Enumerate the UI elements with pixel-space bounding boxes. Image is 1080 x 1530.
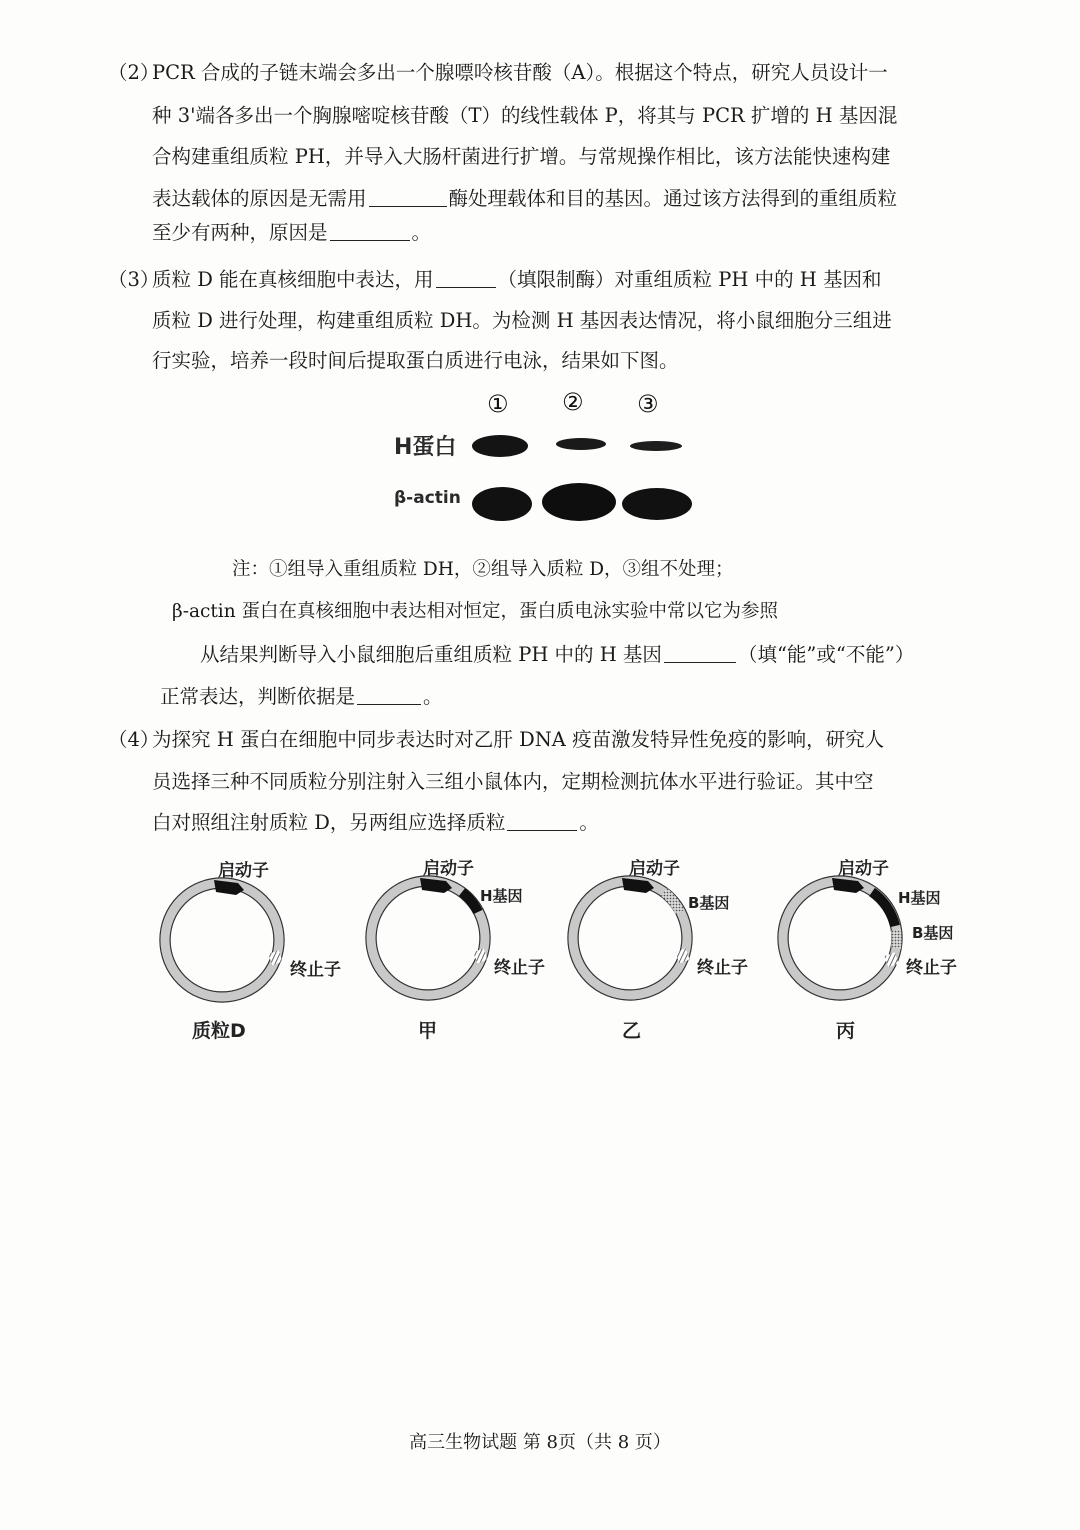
- plasmid-bing-terminator-label: 终止子: [906, 958, 957, 978]
- q2-blank-enzyme[interactable]: [369, 184, 447, 207]
- lane-3-label: ③: [637, 390, 659, 418]
- plasmid-yi-b-gene-label: B基因: [688, 894, 730, 912]
- beta-actin-label: β-actin: [394, 488, 461, 508]
- band-h-lane-3: [630, 441, 682, 451]
- plasmid-bing-h-gene-label: H基因: [898, 889, 941, 907]
- band-h-lane-2: [556, 438, 606, 450]
- band-h-lane-1: [472, 435, 528, 457]
- plasmid-bing-name: 丙: [836, 1020, 856, 1042]
- plasmid-yi-b-gene: [664, 892, 680, 912]
- plasmid-jia-name: 甲: [418, 1020, 438, 1042]
- plasmid-yi-promoter-label: 启动子: [629, 859, 680, 879]
- q2-line-4: [152, 184, 897, 214]
- plasmid-jia-diagram: [366, 876, 490, 1000]
- q2-line-5-text-b: 。: [411, 221, 432, 244]
- q3-blank-can-express[interactable]: [664, 640, 736, 663]
- h-protein-label: H蛋白: [394, 435, 457, 460]
- q3-line-1: [152, 265, 881, 295]
- q2-line-3: 合构建重组质粒 PH，并导入大肠杆菌进行扩增。与常规操作相比，该方法能快速构建: [152, 145, 891, 168]
- plasmid-d-terminator-label: 终止子: [290, 960, 341, 980]
- gel-note-1: 注：①组导入重组质粒 DH，②组导入质粒 D，③组不处理；: [232, 559, 734, 580]
- q3-line-3: 行实验，培养一段时间后提取蛋白质进行电泳，结果如下图。: [152, 349, 679, 372]
- q4-line-3: [152, 808, 599, 838]
- q3-line-4-text-a: 从结果判断导入小鼠细胞后重组质粒 PH 中的 H 基因: [200, 643, 662, 666]
- plasmid-d-promoter-label: 启动子: [218, 861, 269, 881]
- q3-blank-enzyme[interactable]: [436, 265, 496, 288]
- q2-number: （2）: [108, 61, 160, 84]
- q4-blank-plasmids[interactable]: [507, 808, 577, 831]
- q3-line-4-text-b: （填“能”或“不能”）: [737, 643, 915, 666]
- q3-blank-basis[interactable]: [357, 682, 421, 705]
- q3-line-2: 质粒 D 进行处理，构建重组质粒 DH。为检测 H 基因表达情况，将小鼠细胞分三组进: [152, 309, 892, 332]
- band-actin-lane-1: [472, 487, 532, 521]
- q3-number: （3）: [108, 268, 160, 291]
- plasmid-d-diagram: [160, 878, 284, 1002]
- q4-line-3-text-a: 白对照组注射质粒 D，另两组应选择质粒: [152, 811, 506, 834]
- q4-line-1: 为探究 H 蛋白在细胞中同步表达时对乙肝 DNA 疫苗激发特异性免疫的影响，研究人: [152, 728, 885, 751]
- plasmid-yi-diagram: [568, 876, 692, 1000]
- plasmid-bing-b-gene-label: B基因: [912, 924, 954, 942]
- plasmid-yi-name: 乙: [622, 1020, 642, 1042]
- q3-line-5: [160, 682, 443, 712]
- q2-line-5-text-a: 至少有两种，原因是: [152, 221, 328, 244]
- plasmid-yi-terminator-label: 终止子: [697, 958, 748, 978]
- q4-line-2: 员选择三种不同质粒分别注射入三组小鼠体内，定期检测抗体水平进行验证。其中空: [152, 770, 874, 793]
- plasmid-diagrams: [0, 840, 1080, 1050]
- q3-line-1-text-a: 质粒 D 能在真核细胞中表达，用: [152, 268, 434, 291]
- gel-note-2: β-actin 蛋白在真核细胞中表达相对恒定，蛋白质电泳实验中常以它为参照: [172, 601, 778, 622]
- q3-line-5-text-a: 正常表达，判断依据是: [160, 685, 356, 708]
- gel-bands: [460, 420, 710, 530]
- q2-line-2: 种 3'端各多出一个胸腺嘧啶核苷酸（T）的线性载体 P，将其与 PCR 扩增的 H 基因混: [152, 104, 898, 127]
- q3-line-4: [200, 640, 914, 670]
- q2-line-1: PCR 合成的子链末端会多出一个腺嘌呤核苷酸（A）。根据这个特点，研究人员设计一: [152, 61, 888, 84]
- q4-line-3-text-b: 。: [579, 811, 599, 834]
- plasmid-jia-h-gene: [462, 892, 478, 912]
- plasmid-d-name: 质粒D: [192, 1020, 246, 1042]
- plasmid-jia-promoter-label: 启动子: [423, 859, 474, 879]
- plasmid-bing-h-gene: [872, 892, 895, 926]
- plasmid-bing-diagram: [778, 876, 902, 1000]
- plasmid-jia-terminator-label: 终止子: [494, 958, 545, 978]
- q2-line-4-text-b: 酶处理载体和目的基因。通过该方法得到的重组质粒: [448, 187, 898, 210]
- plasmid-bing-promoter-label: 启动子: [838, 859, 889, 879]
- plasmid-bing-b-gene: [896, 930, 897, 948]
- q3-line-5-text-b: 。: [423, 685, 443, 708]
- q2-line-4-text-a: 表达载体的原因是无需用: [152, 187, 367, 210]
- q3-line-1-text-b: （填限制酶）对重组质粒 PH 中的 H 基因和: [497, 268, 882, 291]
- q2-line-5: [152, 218, 431, 248]
- band-actin-lane-2: [542, 483, 616, 521]
- page-footer: 高三生物试题 第 8页（共 8 页）: [409, 1432, 671, 1453]
- lane-2-label: ②: [562, 388, 584, 416]
- lane-1-label: ①: [487, 390, 509, 418]
- plasmid-jia-h-gene-label: H基因: [480, 887, 523, 905]
- band-actin-lane-3: [622, 488, 692, 520]
- q4-number: （4）: [108, 728, 160, 751]
- q2-blank-reason[interactable]: [330, 218, 410, 241]
